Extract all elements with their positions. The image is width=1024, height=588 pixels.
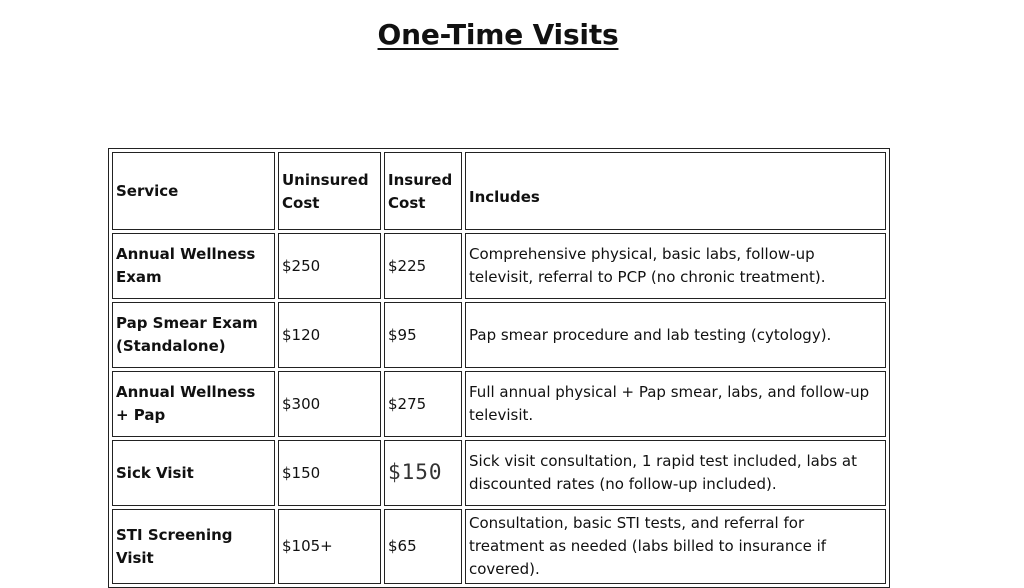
table-row	[112, 509, 886, 584]
service-name: Annual Wellness Exam	[112, 233, 275, 299]
header-service: Service	[112, 152, 275, 230]
uninsured-cost: $120	[278, 302, 381, 368]
header-insured-cost: Insured Cost	[384, 152, 462, 230]
table-row	[112, 440, 886, 506]
uninsured-cost: $150	[278, 440, 381, 506]
insured-cost-handwritten	[384, 440, 462, 506]
service-includes: Pap smear procedure and lab testing (cytology).	[465, 302, 886, 368]
insured-cost: $275	[384, 371, 462, 437]
table-header-row	[112, 152, 886, 230]
table-row	[112, 302, 886, 368]
service-includes: Consultation, basic STI tests, and referral for treatment as needed (labs billed to insurance if covered).	[465, 509, 886, 584]
header-uninsured-cost: Uninsured Cost	[278, 152, 381, 230]
uninsured-cost: $250	[278, 233, 381, 299]
service-includes: Sick visit consultation, 1 rapid test included, labs at discounted rates (no follow-up included).	[465, 440, 886, 506]
table-row	[112, 233, 886, 299]
price-table	[108, 148, 890, 588]
header-includes: Includes	[465, 152, 886, 230]
handwritten-price: $150	[388, 459, 443, 484]
insured-cost: $225	[384, 233, 462, 299]
service-name: STI Screening Visit	[112, 509, 275, 584]
uninsured-cost: $300	[278, 371, 381, 437]
table-row	[112, 371, 886, 437]
insured-cost: $65	[384, 509, 462, 584]
service-includes: Comprehensive physical, basic labs, follow-up televisit, referral to PCP (no chronic treatment).	[465, 233, 886, 299]
service-name: Sick Visit	[112, 440, 275, 506]
service-name: Pap Smear Exam (Standalone)	[112, 302, 275, 368]
page-title: One-Time Visits	[377, 18, 619, 51]
service-name: Annual Wellness + Pap	[112, 371, 275, 437]
insured-cost: $95	[384, 302, 462, 368]
service-includes: Full annual physical + Pap smear, labs, and follow-up televisit.	[465, 371, 886, 437]
uninsured-cost: $105+	[278, 509, 381, 584]
